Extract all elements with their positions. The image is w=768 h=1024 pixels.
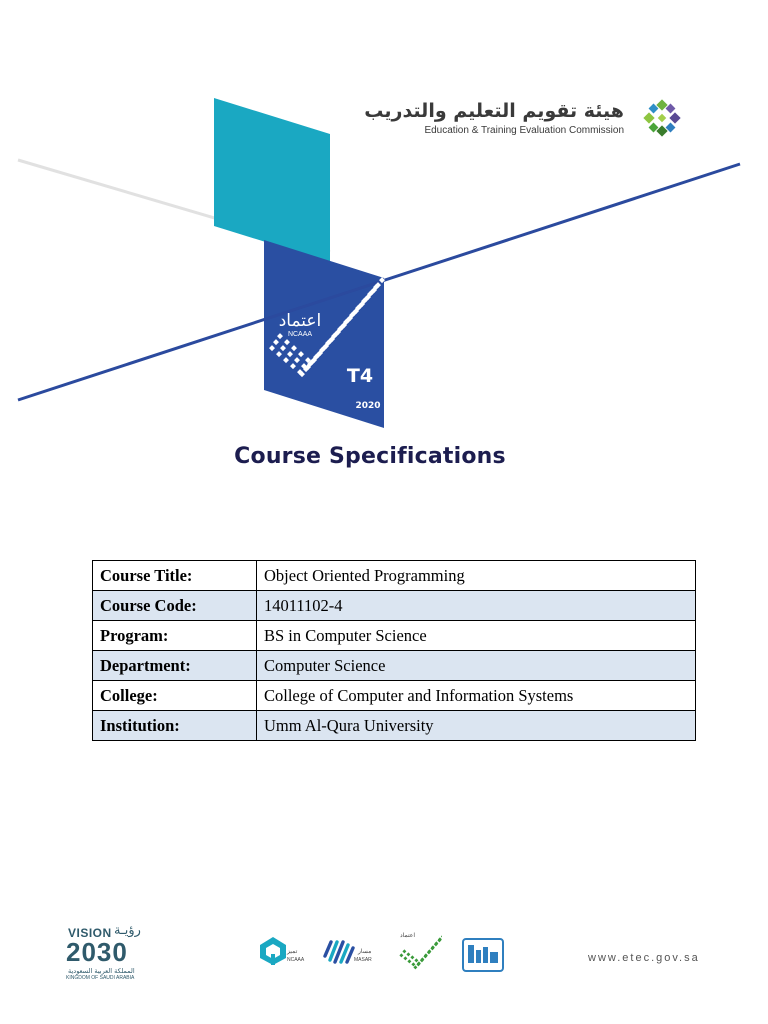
document-title: Course Specifications [234, 444, 506, 469]
masar-english: MASAR [354, 957, 372, 963]
cover-graphic [0, 0, 768, 430]
row-label: Program: [93, 621, 257, 651]
badge-year: 2020 [355, 401, 381, 411]
vision-arabic: رؤيـة [114, 923, 141, 938]
table-row [93, 681, 696, 711]
row-value: College of Computer and Information Systems [257, 681, 696, 711]
etec-english-name: Education & Training Evaluation Commission [424, 125, 624, 136]
vision-word: VISION [68, 926, 112, 940]
tamayuz-icon [258, 936, 288, 966]
row-label: Institution: [93, 711, 257, 741]
masar-arabic: مسار [358, 949, 372, 955]
teal-panel [214, 98, 330, 262]
kingdom-english: KINGDOM OF SAUDI ARABIA [66, 975, 135, 981]
table-row [93, 621, 696, 651]
etec-emblem-icon [634, 98, 690, 138]
vision-2030-logo [62, 923, 154, 982]
tamayuz-logo [256, 936, 306, 976]
etimad-arabic: اعتماد [400, 933, 416, 939]
row-value: BS in Computer Science [257, 621, 696, 651]
etec-arabic-name: هيئة تقويم التعليم والتدريب [364, 100, 624, 122]
table-row [93, 591, 696, 621]
qiyas-icon [462, 938, 504, 972]
table-row [93, 711, 696, 741]
etimad-logo [396, 932, 446, 976]
tamayuz-english: NCAAA [287, 957, 305, 963]
vision-year: 2030 [66, 937, 128, 967]
tamayuz-arabic: تميز [287, 949, 298, 955]
row-label: Course Code: [93, 591, 257, 621]
row-value: Computer Science [257, 651, 696, 681]
etec-logo [364, 96, 710, 146]
badge-abbrev: NCAAA [287, 331, 313, 338]
badge-arabic-word: اعتماد [278, 311, 322, 331]
row-label: Department: [93, 651, 257, 681]
navy-badge [264, 240, 384, 428]
masar-icon [322, 934, 356, 968]
row-label: Course Title: [93, 561, 257, 591]
row-value: 14011102-4 [257, 591, 696, 621]
table-row [93, 561, 696, 591]
masar-logo [322, 934, 382, 974]
course-spec-table [92, 560, 696, 741]
row-value: Umm Al-Qura University [257, 711, 696, 741]
kingdom-arabic: المملكة العربية السعودية [68, 967, 135, 975]
qiyas-logo [462, 938, 504, 972]
table-row [93, 651, 696, 681]
row-label: College: [93, 681, 257, 711]
row-value: Object Oriented Programming [257, 561, 696, 591]
badge-template: T4 [346, 365, 374, 387]
footer-url-link[interactable]: www.etec.gov.sa [588, 952, 700, 964]
